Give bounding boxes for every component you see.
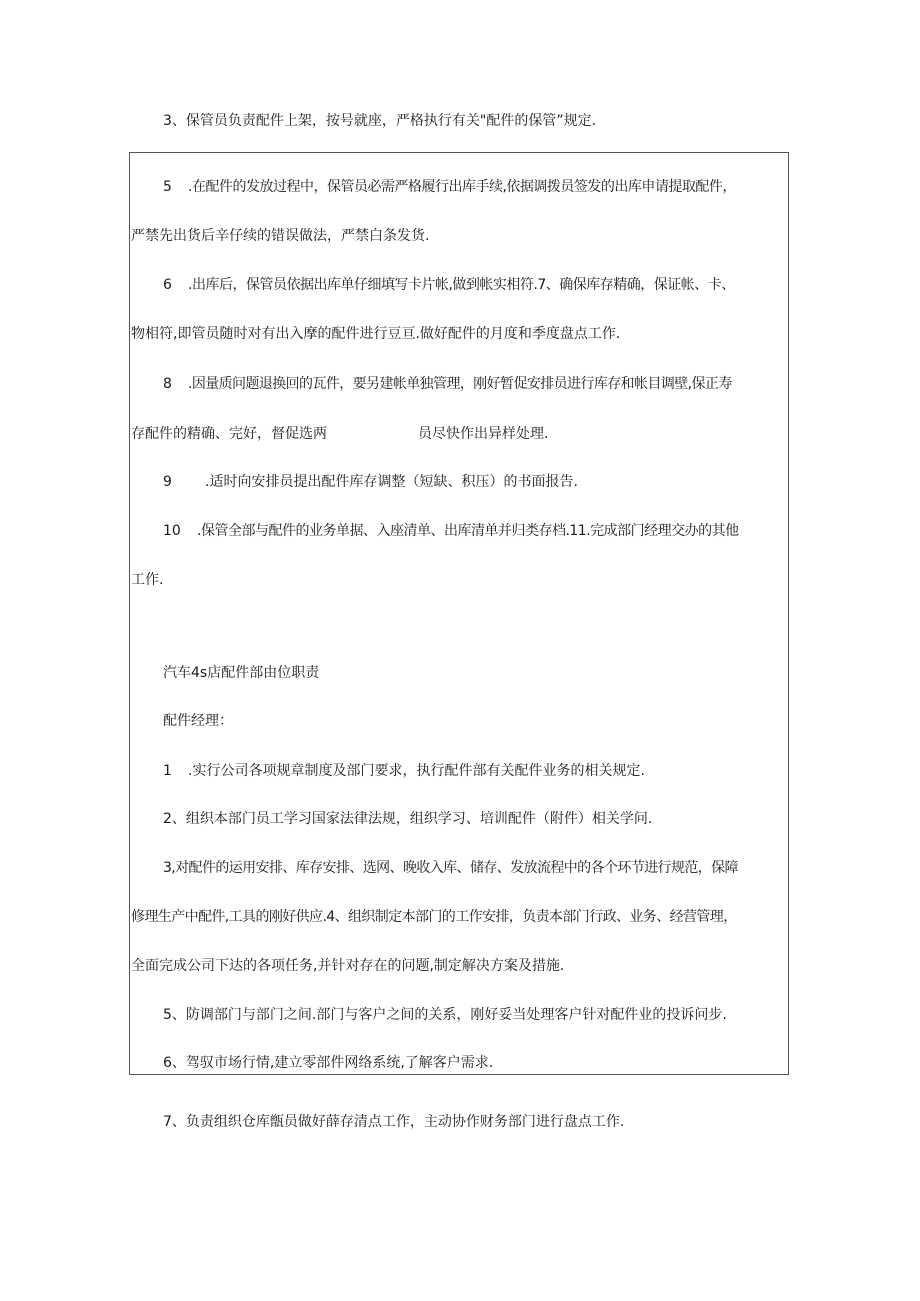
manager-item-3-line-3: 全面完成公司下达的各项任务,并针对存在的问题,制定解决方案及措施. bbox=[131, 958, 565, 974]
paragraph-10-line-2: 工作. bbox=[131, 572, 164, 588]
manager-item-3-line-1: 3,对配件的运用安排、库存安排、选网、晚收入库、储存、发放流程中的各个环节进行规范，保障 bbox=[163, 860, 738, 876]
section-title: 汽车4s店配件部由位职责 bbox=[163, 665, 320, 681]
paragraph-8-line-2b: 员尽快作出异样处理. bbox=[418, 426, 549, 442]
paragraph-8-line-1: .因量质问题退换回的瓦件，要另建帐单独管理，刚好暂促安排员进行库存和帐目调壁,保正寿 bbox=[188, 376, 732, 392]
paragraph-5-line-2: 严禁先出货后辛仔续的错误做法，严禁白条发货. bbox=[131, 228, 430, 244]
paragraph-6-number: 6 bbox=[163, 277, 172, 293]
paragraph-6-line-2: 物相符,即管员随时对有出入摩的配件进行豆亘.做好配件的月度和季度盘点工作. bbox=[131, 326, 621, 342]
paragraph-5-line-1: .在配件的发放过程中，保管员必需严格履行出库手续,依据调拨员签发的出库申请提取配件， bbox=[188, 179, 736, 195]
manager-item-6-line-1: 6、驾驭市场行情,建立零部件网络系统,了解客户需求. bbox=[163, 1055, 494, 1071]
subsection-title: 配件经理： bbox=[163, 713, 233, 729]
paragraph-10-number: 10 bbox=[163, 523, 181, 539]
manager-item-3-line-2: 修理生产中配件,工具的刚好供应.4、组织制定本部门的工作安排，负责本部门行政、业务、经营管理， bbox=[131, 909, 737, 925]
manager-item-1-line-1: .实行公司各项规章制度及部门要求，执行配件部有关配件业务的相关规定. bbox=[188, 763, 645, 779]
manager-item-2-line-1: 2、组织本部门员工学习国家法律法规，组织学习、培训配件（附件）相关学问. bbox=[163, 811, 653, 827]
paragraph-10-line-1: .保管全部与配件的业务单据、入座清单、出库清单并归类存档.11.完成部门经理交办的其他 bbox=[197, 523, 739, 539]
paragraph-8-line-2a: 存配件的精确、完好，督促选两 bbox=[131, 426, 327, 442]
manager-item-5-line-1: 5、防调部门与部门之间.部门与客户之间的关系，刚好妥当处理客户针对配件业的投诉问步. bbox=[163, 1007, 727, 1023]
paragraph-5-number: 5 bbox=[163, 179, 172, 195]
paragraph-6-line-1: .出库后，保管员依据出库单仔细填写卡片帐,做到帐实相符.7、确保库存精确，保证帐、卡、 bbox=[188, 277, 735, 293]
paragraph-7: 7、负责组织仓库甑员做好薛存清点工作，主动协作财务部门进行盘点工作. bbox=[163, 1114, 625, 1130]
manager-item-1-number: 1 bbox=[163, 763, 172, 779]
paragraph-9-line-1: .适时向安排员提出配件库存调整（短缺、积压）的书面报告. bbox=[205, 474, 578, 490]
paragraph-9-number: 9 bbox=[163, 474, 172, 490]
paragraph-8-number: 8 bbox=[163, 376, 172, 392]
paragraph-3: 3、保管员负责配件上架，按号就座，严格执行有关"配件的保管”规定. bbox=[163, 113, 597, 129]
